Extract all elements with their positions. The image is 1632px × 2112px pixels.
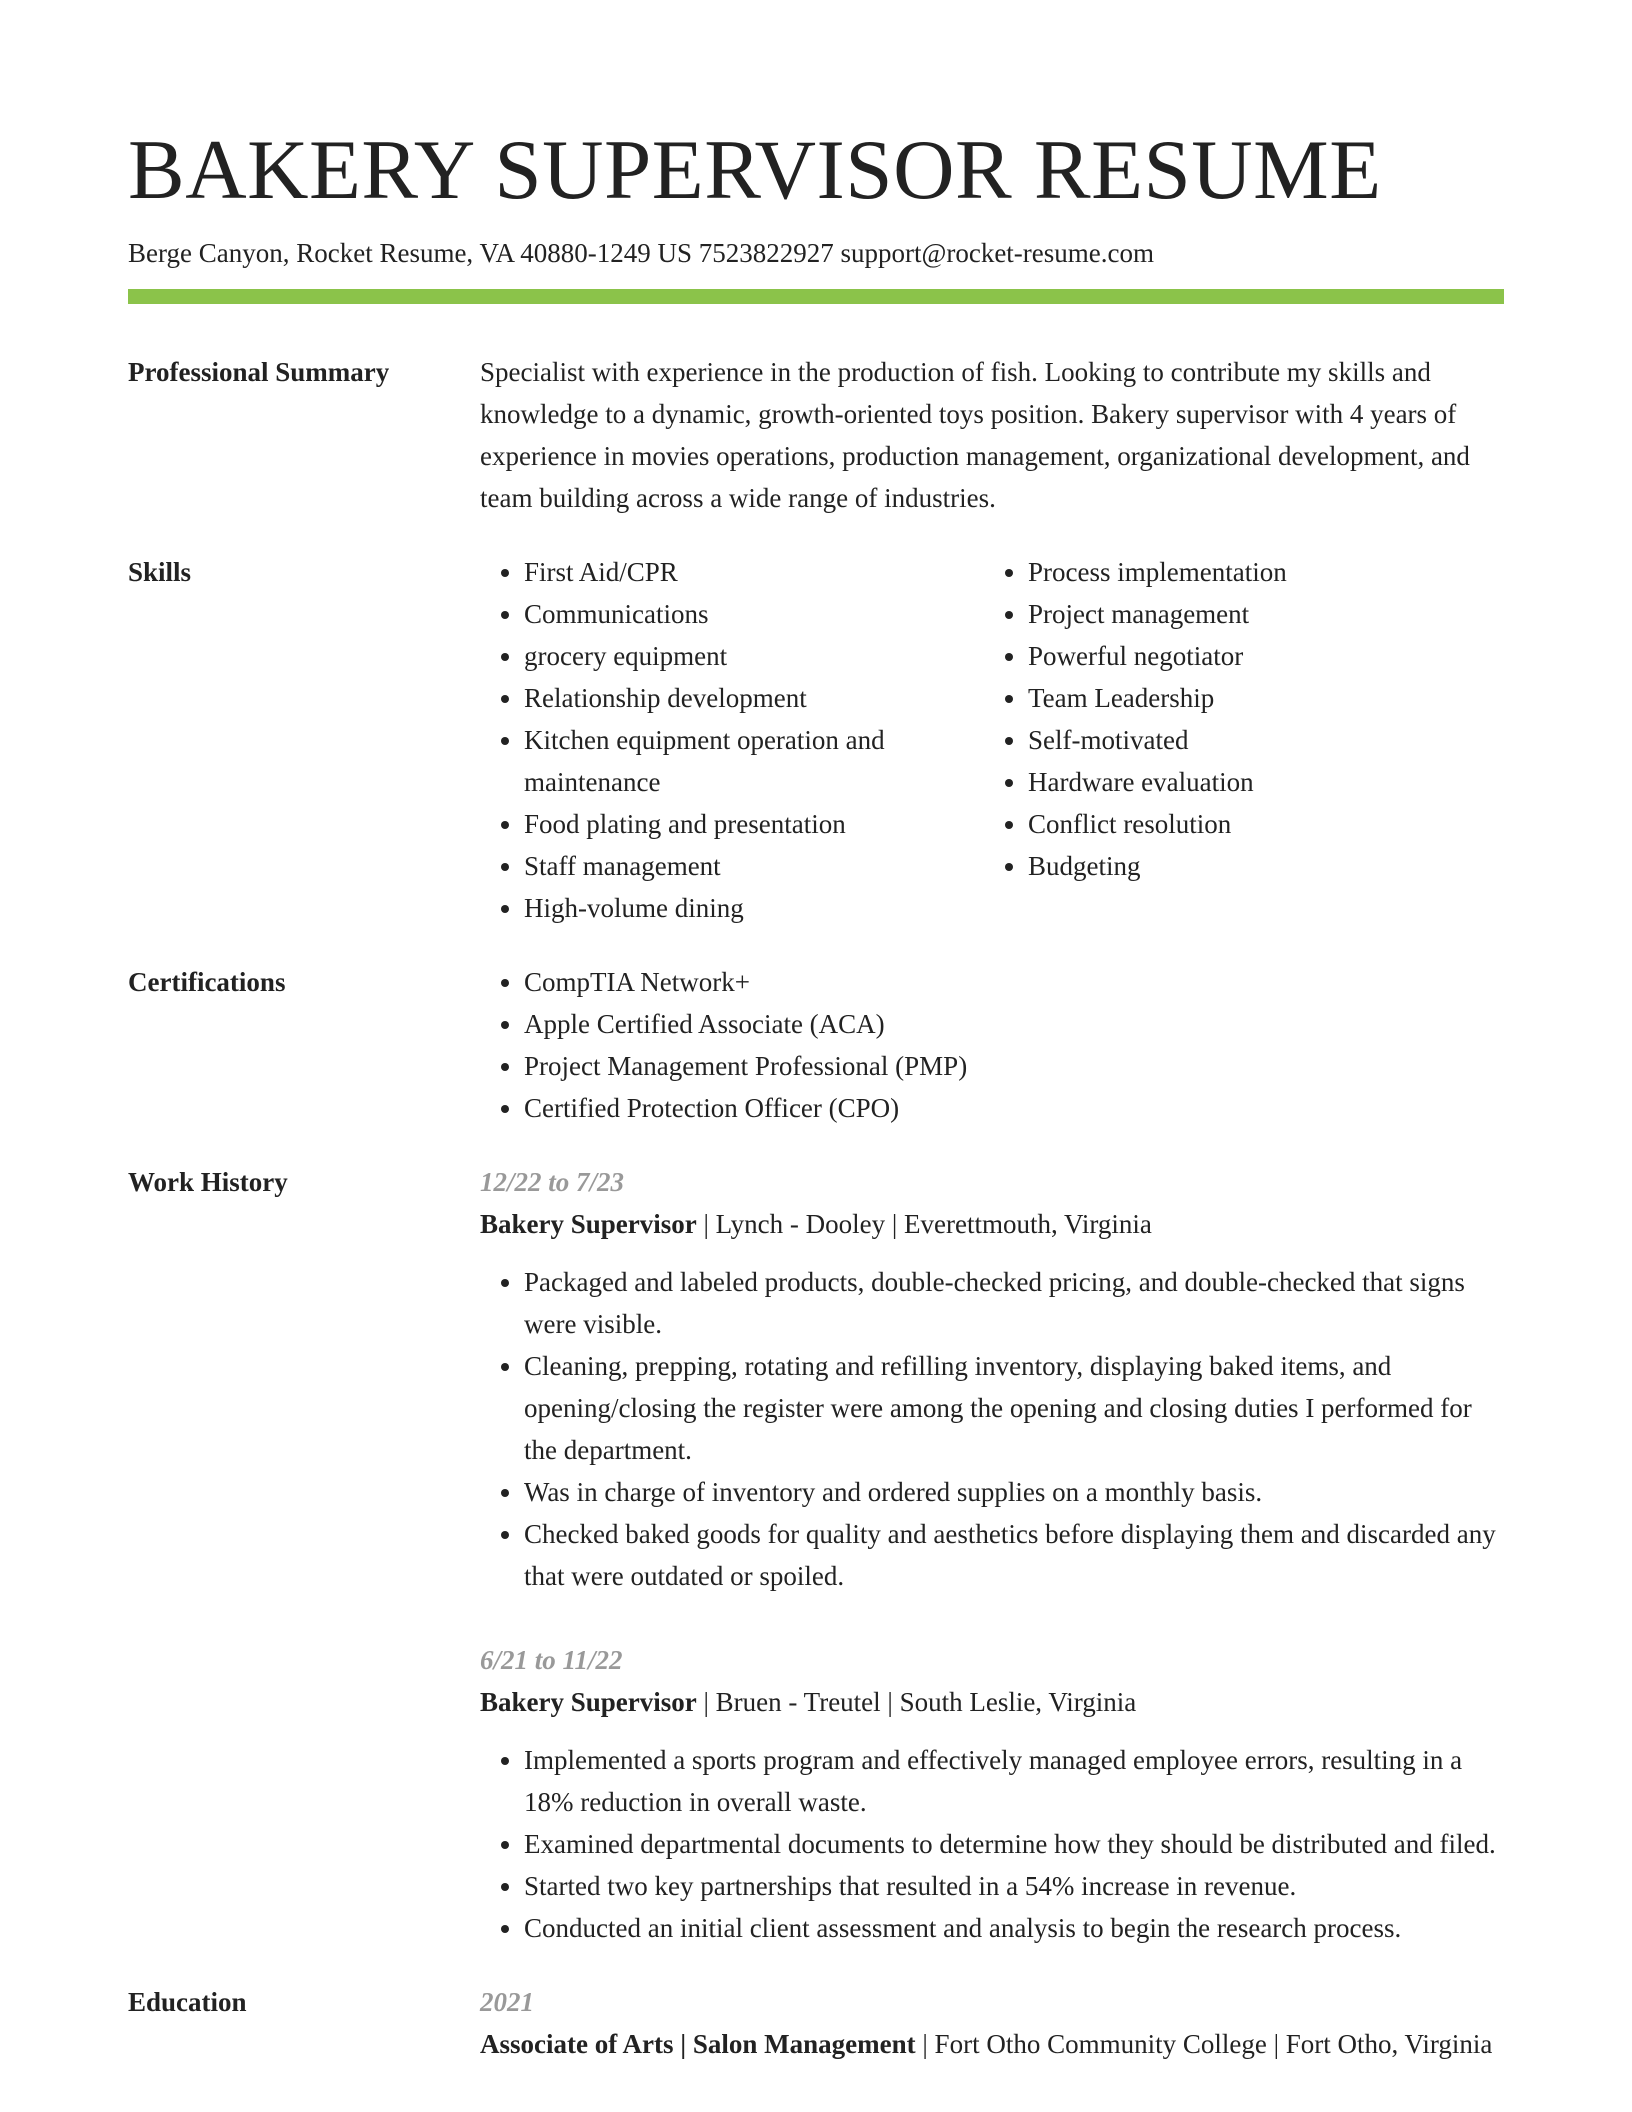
skill-item: • Powerful negotiator [1028,635,1458,677]
certifications-list [480,961,1504,1129]
certifications-section [128,961,1504,1129]
section-label-summary: Professional Summary [128,357,390,387]
skills-section [128,551,1504,929]
header-divider [128,289,1504,304]
skills-column-left [480,551,984,929]
skill-item: • First Aid/CPR [524,551,954,593]
skill-item: • Kitchen equipment operation and maintenance [524,719,954,803]
job-entry [480,1639,1504,1949]
skill-item: • Staff management [524,845,954,887]
job-heading [480,1203,1504,1245]
job-entry [480,1161,1504,1597]
section-label-skills: Skills [128,557,192,587]
job-company-location: | Lynch - Dooley | Everettmouth, Virginia [696,1209,1152,1239]
skill-item: • Hardware evaluation [1028,761,1458,803]
certification-item: • Project Management Professional (PMP) [524,1045,1504,1087]
job-title: Bakery Supervisor [480,1687,697,1717]
skill-item: • Self-motivated [1028,719,1458,761]
skill-item: • Food plating and presentation [524,803,954,845]
skill-item: • grocery equipment [524,635,954,677]
job-duty: • Implemented a sports program and effectively managed employee errors, resulting in a 18% reduction in overall waste. [524,1739,1504,1823]
job-duty: • Packaged and labeled products, double-checked pricing, and double-checked that signs were visible. [524,1261,1504,1345]
summary-text: Specialist with experience in the production of fish. Looking to contribute my skills and knowledge to a dynamic, growth-oriented toys position. Bakery supervisor with 4 years of experience in movies operations, production management, organizational development, and team building across a wide range of industries. [480,357,1470,513]
job-duty: • Checked baked goods for quality and aesthetics before displaying them and discarded any that were outdated or spoiled. [524,1513,1504,1597]
resume-title: BAKERY SUPERVISOR RESUME [128,123,1382,217]
skill-item: • Communications [524,593,954,635]
job-duty: • Conducted an initial client assessment and analysis to begin the research process. [524,1907,1504,1949]
skill-item: • Relationship development [524,677,954,719]
job-duty: • Was in charge of inventory and ordered supplies on a monthly basis. [524,1471,1504,1513]
skill-item: • Team Leadership [1028,677,1458,719]
certification-item: • Certified Protection Officer (CPO) [524,1087,1504,1129]
job-heading [480,1681,1504,1723]
job-duty: • Examined departmental documents to determine how they should be distributed and filed. [524,1823,1504,1865]
work-history-body [480,1161,1504,1949]
education-heading [480,2023,1504,2065]
skill-item: • Project management [1028,593,1458,635]
skill-item: • High-volume dining [524,887,954,929]
section-label-education: Education [128,1987,247,2017]
skills-list-left [480,551,954,929]
job-duty: • Cleaning, prepping, rotating and refilling inventory, displaying baked items, and opening/closing the register were among the opening and closing duties I performed for the department. [524,1345,1504,1471]
job-company-location: | Bruen - Treutel | South Leslie, Virginia [696,1687,1137,1717]
job-dates: 6/21 to 11/22 [480,1645,623,1675]
summary-body [480,351,1504,519]
skills-column-right [984,551,1488,929]
education-year: 2021 [480,1987,534,2017]
section-label-work-history: Work History [128,1167,288,1197]
education-section [128,1981,1504,2065]
section-label-certifications: Certifications [128,967,286,997]
skill-item: • Process implementation [1028,551,1458,593]
summary-section [128,351,1504,519]
skill-item: • Conflict resolution [1028,803,1458,845]
skill-item: • Budgeting [1028,845,1458,887]
resume-page [128,0,1504,2065]
certifications-body [480,961,1504,1129]
skills-columns [480,551,1504,929]
education-body [480,1981,1504,2065]
job-dates: 12/22 to 7/23 [480,1167,625,1197]
education-school-location: | Fort Otho Community College | Fort Otho, Virginia [915,2029,1493,2059]
work-history-section [128,1161,1504,1949]
job-duties-list [480,1261,1504,1597]
skills-list-right [984,551,1458,887]
job-duties-list [480,1739,1504,1949]
certification-item: • Apple Certified Associate (ACA) [524,1003,1504,1045]
education-degree: Associate of Arts | Salon Management [480,2029,916,2059]
job-duty: • Started two key partnerships that resulted in a 54% increase in revenue. [524,1865,1504,1907]
certification-item: • CompTIA Network+ [524,961,1504,1003]
skills-body [480,551,1504,929]
contact-line: Berge Canyon, Rocket Resume, VA 40880-1249 US 7523822927 support@rocket-resume.com [128,238,1154,268]
job-title: Bakery Supervisor [480,1209,697,1239]
